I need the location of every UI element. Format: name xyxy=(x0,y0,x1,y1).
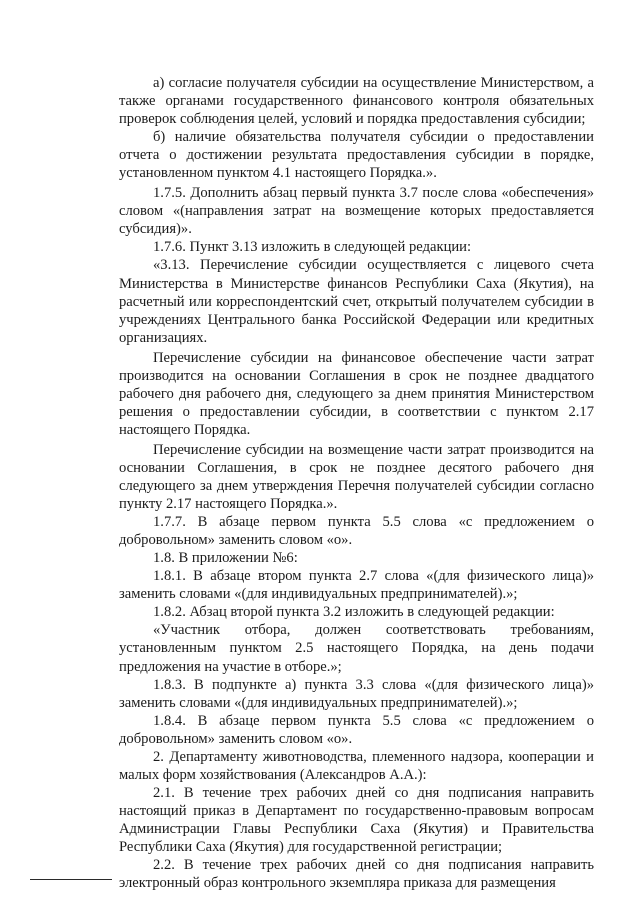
paragraph-reimbursement-transfer: Перечисление субсидии на возмещение части затрат производится на основании Соглашения, в срок не позднее десятого рабочего дня следующего за днем утверждения Перечня получателей субсидии согласно пункту 2.17 настоящего Порядка.». xyxy=(119,441,594,513)
document-body xyxy=(119,74,594,892)
paragraph-obligation-clause-b: б) наличие обязательства получателя субсидии о предоставлении отчета о достижении результата предоставления субсидии в порядке, установленном пунктом 4.1 настоящего Порядка.». xyxy=(119,129,594,182)
paragraph-item-2: 2. Департаменту животноводства, племенного надзора, кооперации и малых форм хозяйствования (Александров А.А.): xyxy=(119,748,594,783)
paragraph-item-1-8-4: 1.8.4. В абзаце первом пункта 5.5 слова «с предложением о добровольном» заменить словом «о». xyxy=(119,712,594,747)
paragraph-item-1-8: 1.8. В приложении №6: xyxy=(153,550,298,567)
paragraph-consent-clause-a: а) согласие получателя субсидии на осуществление Министерством, а также органами государственного финансового контроля обязательных проверок соблюдения целей, условий и порядка предоставления субсидии; xyxy=(119,75,594,128)
paragraph-item-1-7-7: 1.7.7. В абзаце первом пункта 5.5 слова «с предложением о добровольном» заменить словом «о». xyxy=(119,514,594,549)
paragraph-participant-requirements: «Участник отбора, должен соответствовать требованиям, установленным пунктом 2.5 настоящего Порядка, на день подачи предложения на участие в отборе.»; xyxy=(119,622,594,675)
paragraph-financing-transfer: Перечисление субсидии на финансовое обеспечение части затрат производится на основании Соглашения в срок не позднее двадцатого рабочего дня рабочего дня, следующего за днем принятия Министерством решения о предоставлении субсидии, в соответствии с пунктом 2.17 настоящего Порядка. xyxy=(119,349,594,438)
paragraph-item-3-13: «3.13. Перечисление субсидии осуществляется с лицевого счета Министерства в Министерстве финансов Республики Саха (Якутия), на расчетный или корреспондентский счет, открытый получателем субсидии в учреждениях Центрального банка Российской Федерации или кредитных организациях. xyxy=(119,257,594,346)
footnote-divider xyxy=(30,879,112,880)
paragraph-item-1-7-6: 1.7.6. Пункт 3.13 изложить в следующей редакции: xyxy=(153,239,472,256)
paragraph-item-1-8-1: 1.8.1. В абзаце втором пункта 2.7 слова «(для физического лица)» заменить словами «(для индивидуальных предпринимателей).»; xyxy=(119,568,594,603)
paragraph-item-1-8-3: 1.8.3. В подпункте а) пункта 3.3 слова «(для физического лица)» заменить словами «(для индивидуальных предпринимателей).»; xyxy=(119,676,594,711)
paragraph-item-2-2: 2.2. В течение трех рабочих дней со дня подписания направить электронный образ контрольного экземпляра приказа для размещения xyxy=(119,857,594,892)
paragraph-item-1-8-2: 1.8.2. Абзац второй пункта 3.2 изложить в следующей редакции: xyxy=(153,604,555,621)
paragraph-item-2-1: 2.1. В течение трех рабочих дней со дня подписания направить настоящий приказ в Департамент по государственно-правовым вопросам Администрации Главы Республики Саха (Якутия) и Правительства Республики Саха (Якутия) для государственной регистрации; xyxy=(119,784,594,855)
paragraph-item-1-7-5: 1.7.5. Дополнить абзац первый пункта 3.7 после слова «обеспечения» словом «(направления затрат на возмещение которых предоставляется субсидия)». xyxy=(119,185,594,238)
